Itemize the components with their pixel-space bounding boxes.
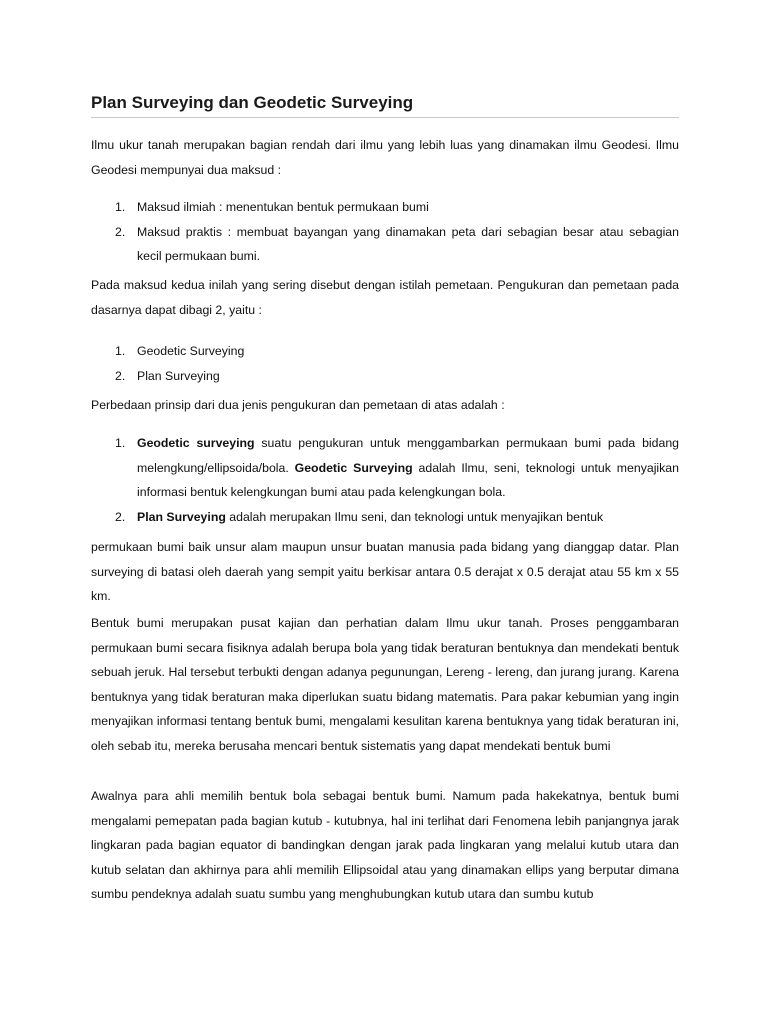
para4-block xyxy=(91,535,679,609)
list-number: 2. xyxy=(115,368,126,383)
para3-block xyxy=(91,393,679,418)
paragraph: Awalnya para ahli memilih bentuk bola sebagai bentuk bumi. Namum pada hakekatnya, bentuk bumi mengalami pemepatan pada bagian kutub - kutubnya, hal ini terlihat dari Fenomena lebih panjangnya jarak lingkaran pada bagian equator di bandingkan dengan jarak pada lingkaran yang melalui kutub utara dan kutub selatan dan akhirnya para ahli memilih Ellipsoidal atau yang dinamakan ellips yang berputar dimana sumbu pendeknya adalah suatu sumbu yang menghubungkan kutub utara dan sumbu kutub xyxy=(91,789,679,901)
list-item xyxy=(91,364,679,389)
term-bold: Geodetic Surveying xyxy=(294,460,413,475)
paragraph: Pada maksud kedua inilah yang sering disebut dengan istilah pemetaan. Pengukuran dan pemetaan pada dasarnya dapat dibagi 2, yaitu : xyxy=(91,278,679,317)
paragraph: Perbedaan prinsip dari dua jenis pengukuran dan pemetaan di atas adalah : xyxy=(91,398,505,412)
definitions-list-block xyxy=(91,431,679,529)
paragraph: Bentuk bumi merupakan pusat kajian dan perhatian dalam Ilmu ukur tanah. Proses penggambaran permukaan bumi secara fisiknya adalah berupa bola yang tidak beraturan bentuknya dan mendekati bentuk sebuah jeruk. Hal tersebut terbukti dengan adanya pegunungan, Lereng - lereng, dan jurang jurang. Karena bentuknya yang tidak beraturan maka diperlukan suatu bidang matematis. Para pakar kebumian yang ingin menyajikan informasi tentang bentuk bumi, mengalami kesulitan karena bentuknya yang tidak beraturan ini, oleh sebab itu, mereka berusaha mencari bentuk sistematis yang dapat mendekati bentuk bumi xyxy=(91,616,679,753)
para6-block xyxy=(91,784,679,907)
list-item-text: Geodetic Surveying xyxy=(137,344,245,358)
definition-text: suatu pengukuran untuk menggambarkan permukaan bumi pada bidang melengkung/ellipsoida/bola. xyxy=(137,436,680,475)
list-item xyxy=(91,195,679,220)
list-item xyxy=(91,339,679,364)
intro-paragraph-block xyxy=(91,133,679,182)
term-bold: Plan Surveying xyxy=(137,509,226,524)
list-number: 2. xyxy=(115,509,126,524)
list-item xyxy=(91,505,679,530)
list-item xyxy=(91,431,679,505)
list-number: 2. xyxy=(115,224,126,239)
page-title: Plan Surveying dan Geodetic Surveying xyxy=(91,92,679,118)
definition-text: adalah Ilmu, seni, teknologi untuk menyajikan informasi bentuk kelengkungan bumi atau pada kelengkungan bola. xyxy=(137,460,679,499)
list-item-text: Plan Surveying xyxy=(137,368,220,383)
list-number: 1. xyxy=(115,200,126,214)
list-item-text: Maksud praktis : membuat bayangan yang dinamakan peta dari sebagian besar atau sebagian kecil permukaan bumi. xyxy=(137,224,679,263)
definition-text: adalah merupakan Ilmu seni, dan teknologi untuk menyajikan bentuk xyxy=(225,509,604,524)
types-list-block xyxy=(91,339,679,388)
maksud-list-block xyxy=(91,195,679,269)
definitions-list xyxy=(91,431,679,529)
para5-block xyxy=(91,611,679,758)
para2-block xyxy=(91,273,679,322)
intro-paragraph: Ilmu ukur tanah merupakan bagian rendah dari ilmu yang lebih luas yang dinamakan ilmu Geodesi. Ilmu Geodesi mempunyai dua maksud : xyxy=(91,138,679,177)
term-bold: Geodetic surveying xyxy=(137,436,255,450)
list-item xyxy=(91,220,679,269)
list-item-text: Maksud ilmiah : menentukan bentuk permukaan bumi xyxy=(137,200,429,214)
paragraph: permukaan bumi baik unsur alam maupun unsur buatan manusia pada bidang yang dianggap datar. Plan surveying di batasi oleh daerah yang sempit yaitu berkisar antara 0.5 derajat x 0.5 derajat atau 55 km x 55 km. xyxy=(91,540,679,603)
maksud-list xyxy=(91,195,679,269)
list-number: 1. xyxy=(115,436,126,450)
list-number: 1. xyxy=(115,344,126,358)
types-list xyxy=(91,339,679,388)
